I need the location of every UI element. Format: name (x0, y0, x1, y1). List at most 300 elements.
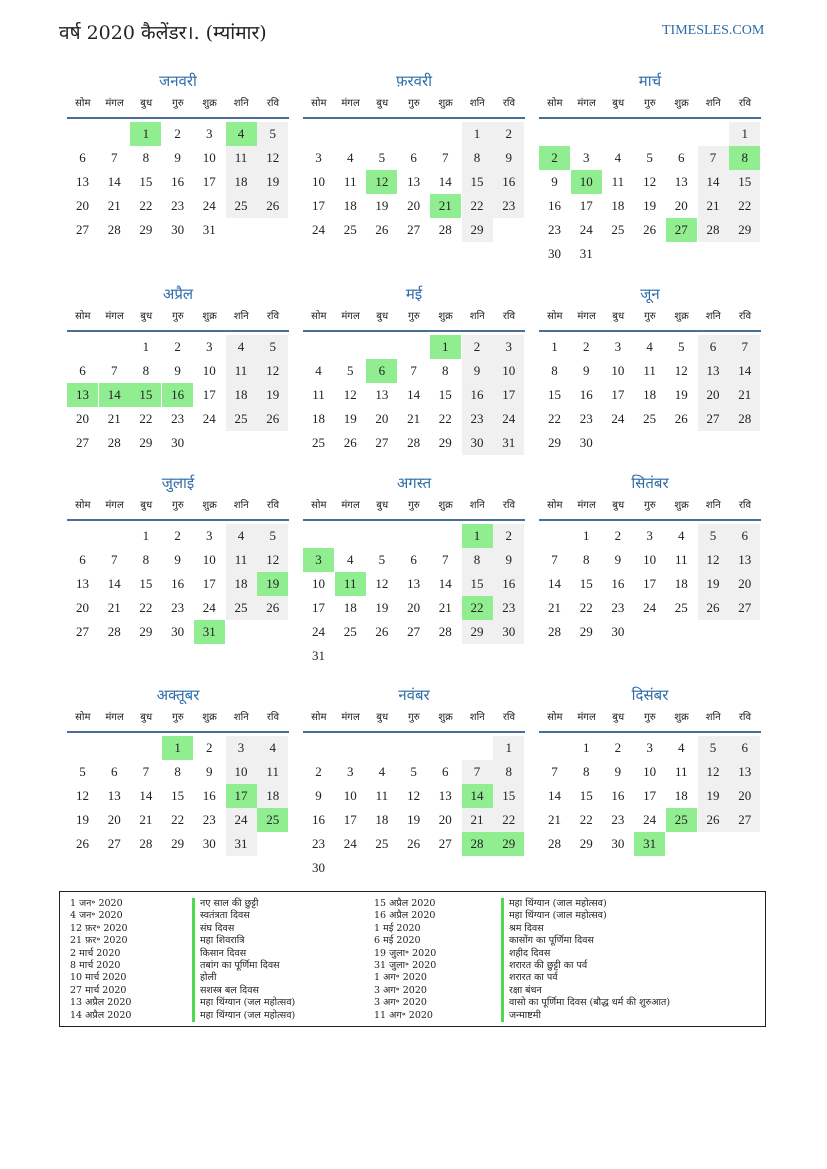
day-cell: 26 (643, 222, 657, 237)
day-cell: 23 (202, 812, 216, 827)
day-cell: 17 (343, 812, 357, 827)
day-cell: 21 (698, 194, 729, 218)
day-cell-holiday: 1 (462, 524, 493, 548)
day-grid (539, 736, 761, 881)
day-cell: 31 (312, 648, 325, 663)
day-cell: 27 (698, 407, 729, 431)
day-cell: 18 (257, 784, 288, 808)
day-cell: 18 (674, 788, 688, 803)
day-cell: 17 (202, 576, 216, 591)
day-cell-holiday: 14 (462, 784, 493, 808)
legend-date: 11 अग॰ 2020 (374, 1009, 433, 1021)
weekday-label: शनि (705, 712, 721, 723)
day-cell: 30 (611, 836, 625, 851)
day-cell: 18 (226, 170, 257, 194)
day-cell: 7 (410, 363, 417, 378)
day-cell: 13 (438, 788, 452, 803)
weekday-label: मंगल (341, 500, 360, 511)
weekday-label: शनि (469, 712, 485, 723)
day-cell: 2 (582, 339, 590, 354)
day-cell: 29 (171, 836, 185, 851)
day-cell: 12 (76, 788, 89, 803)
month-12 (539, 684, 761, 881)
day-cell: 17 (202, 174, 216, 189)
day-cell: 25 (226, 407, 257, 431)
weekday-label: शनि (705, 500, 721, 511)
day-cell-holiday: 25 (257, 808, 288, 832)
day-cell: 9 (551, 174, 558, 189)
holiday-legend (59, 891, 766, 1027)
day-cell: 23 (579, 411, 593, 426)
day-cell: 8 (551, 363, 558, 378)
legend-date: 6 मई 2020 (374, 935, 421, 947)
day-cell: 24 (312, 222, 325, 237)
day-cell: 22 (139, 600, 153, 615)
day-cell: 17 (493, 383, 524, 407)
day-cell: 12 (407, 788, 421, 803)
site-link[interactable]: TIMESLES.COM (662, 23, 765, 38)
day-cell: 3 (646, 740, 653, 755)
day-cell: 1 (142, 528, 150, 543)
day-cell: 20 (729, 784, 760, 808)
day-cell: 19 (698, 784, 729, 808)
day-cell: 10 (643, 552, 657, 567)
page-title: वर्ष 2020 कैलेंडर।. (म्यांमार) (59, 22, 267, 44)
day-cell: 9 (174, 150, 181, 165)
day-cell-holiday: 25 (666, 808, 697, 832)
day-cell: 16 (171, 576, 185, 591)
day-cell: 8 (142, 363, 150, 378)
month-name: अगस्त (396, 474, 432, 492)
weekday-label: रवि (502, 98, 516, 109)
legend-holiday-name: श्रम दिवस (501, 923, 670, 935)
weekday-label: गुरु (172, 98, 184, 109)
month-name: दिसंबर (631, 686, 669, 704)
weekday-header (67, 307, 289, 332)
day-cell: 3 (646, 528, 653, 543)
day-cell: 7 (729, 335, 760, 359)
day-cell: 28 (107, 222, 121, 237)
day-cell: 11 (312, 387, 325, 402)
weekday-label: गुरु (172, 712, 184, 723)
day-cell: 17 (643, 576, 657, 591)
day-cell: 1 (462, 122, 493, 146)
month-5 (303, 283, 525, 480)
weekday-label: बुध (140, 500, 153, 511)
day-cell: 22 (579, 812, 593, 827)
day-cell: 16 (202, 788, 216, 803)
day-cell: 8 (582, 764, 590, 779)
weekday-label: शुक्र (438, 712, 453, 723)
day-cell: 7 (551, 764, 558, 779)
day-cell: 14 (407, 387, 421, 402)
weekday-label: गुरु (644, 98, 656, 109)
day-cell: 8 (442, 363, 449, 378)
day-cell: 25 (226, 194, 257, 218)
day-cell: 12 (257, 359, 288, 383)
month-10 (67, 684, 289, 881)
day-cell: 29 (139, 624, 153, 639)
day-cell: 5 (79, 764, 86, 779)
weekday-label: बुध (376, 500, 389, 511)
day-cell: 19 (643, 198, 657, 213)
day-cell: 23 (171, 411, 185, 426)
day-cell: 9 (493, 548, 524, 572)
day-cell: 29 (139, 222, 153, 237)
day-cell-holiday: 4 (226, 122, 257, 146)
day-cell: 21 (107, 198, 121, 213)
day-cell: 10 (312, 174, 325, 189)
day-cell: 17 (579, 198, 593, 213)
weekday-label: बुध (140, 98, 153, 109)
day-cell: 18 (343, 600, 357, 615)
legend-names-right (501, 898, 670, 1022)
day-cell: 4 (346, 552, 354, 567)
day-cell: 2 (315, 764, 322, 779)
day-cell: 23 (611, 600, 625, 615)
day-cell: 21 (139, 812, 153, 827)
day-cell-holiday: 28 (462, 832, 493, 856)
day-cell: 29 (729, 218, 760, 242)
day-cell: 28 (139, 836, 153, 851)
legend-holiday-name: महा थिंग्यान (जल महोत्सव) (192, 997, 295, 1009)
day-cell: 11 (226, 146, 257, 170)
day-cell: 2 (493, 122, 524, 146)
day-cell: 4 (646, 339, 653, 354)
day-cell: 7 (110, 363, 118, 378)
day-cell-holiday: 31 (634, 832, 665, 856)
day-cell: 11 (643, 363, 656, 378)
legend-date: 13 अप्रैल 2020 (70, 997, 132, 1009)
day-cell: 5 (678, 339, 685, 354)
day-cell: 25 (674, 600, 688, 615)
weekday-label: मंगल (105, 98, 124, 109)
day-cell-holiday: 3 (303, 548, 334, 572)
day-cell: 10 (312, 576, 325, 591)
weekday-label: शनि (705, 98, 721, 109)
day-cell: 17 (643, 788, 657, 803)
day-cell: 30 (611, 624, 625, 639)
day-grid (67, 524, 289, 669)
day-cell: 2 (206, 740, 213, 755)
day-cell: 16 (462, 383, 493, 407)
day-cell: 27 (76, 624, 89, 639)
day-cell: 29 (462, 218, 493, 242)
day-cell: 4 (226, 335, 257, 359)
day-cell: 30 (202, 836, 216, 851)
day-cell: 1 (582, 740, 590, 755)
day-cell: 25 (226, 596, 257, 620)
day-cell: 10 (643, 764, 657, 779)
day-cell: 12 (643, 174, 657, 189)
day-cell-holiday: 13 (67, 383, 98, 407)
weekday-label: मंगल (105, 712, 124, 723)
weekday-label: शनि (469, 311, 485, 322)
day-cell: 8 (462, 548, 493, 572)
legend-holiday-name: किसान दिवस (192, 948, 295, 960)
day-cell: 26 (375, 222, 389, 237)
legend-holiday-name: महा थिंग्यान (जाल महोत्सव) (501, 898, 670, 910)
day-cell: 30 (312, 860, 325, 875)
day-cell: 24 (312, 624, 325, 639)
weekday-label: गुरु (644, 500, 656, 511)
weekday-label: मंगल (341, 712, 360, 723)
day-cell: 7 (551, 552, 558, 567)
weekday-label: शुक्र (438, 98, 453, 109)
day-cell: 24 (643, 600, 657, 615)
day-cell: 13 (76, 174, 89, 189)
legend-date: 14 अप्रैल 2020 (70, 1009, 132, 1021)
day-cell-holiday: 17 (226, 784, 257, 808)
day-cell: 1 (142, 339, 150, 354)
day-cell: 26 (343, 435, 357, 450)
month-name: नवंबर (398, 686, 430, 704)
legend-date: 3 अग॰ 2020 (374, 984, 427, 996)
day-cell: 30 (579, 435, 593, 450)
day-cell: 9 (493, 146, 524, 170)
weekday-label: शुक्र (202, 311, 217, 322)
weekday-label: शनि (469, 98, 485, 109)
month-8 (303, 472, 525, 669)
day-cell: 6 (79, 150, 86, 165)
day-cell: 15 (462, 572, 493, 596)
day-cell: 20 (407, 600, 421, 615)
day-cell: 27 (729, 808, 760, 832)
day-cell: 20 (674, 198, 688, 213)
legend-date: 10 मार्च 2020 (70, 972, 127, 984)
day-grid (67, 736, 289, 881)
day-cell: 5 (378, 150, 386, 165)
weekday-label: शुक्र (674, 98, 689, 109)
day-cell: 22 (438, 411, 452, 426)
weekday-header (303, 708, 525, 733)
day-cell-holiday: 29 (493, 832, 524, 856)
weekday-label: मंगल (577, 500, 596, 511)
day-cell: 30 (171, 435, 185, 450)
day-cell: 13 (698, 359, 729, 383)
day-cell: 24 (226, 808, 257, 832)
legend-date: 12 फ़र॰ 2020 (70, 922, 128, 934)
day-cell: 14 (548, 788, 561, 803)
day-cell: 6 (110, 764, 118, 779)
weekday-label: बुध (612, 311, 625, 322)
day-cell: 14 (107, 174, 121, 189)
day-cell-holiday: 1 (162, 736, 193, 760)
legend-date: 4 जन॰ 2020 (70, 910, 123, 922)
weekday-label: रवि (502, 712, 516, 723)
month-name: जनवरी (159, 72, 197, 90)
day-cell: 21 (107, 411, 121, 426)
day-cell-holiday: 14 (99, 383, 130, 407)
day-cell-holiday: 19 (257, 572, 288, 596)
day-cell: 3 (206, 339, 213, 354)
month-1 (67, 70, 289, 267)
day-cell: 11 (343, 174, 357, 189)
legend-date: 8 मार्च 2020 (70, 960, 121, 972)
day-cell: 16 (493, 572, 524, 596)
day-cell: 8 (174, 764, 181, 779)
day-cell: 3 (206, 126, 213, 141)
day-cell: 20 (107, 812, 121, 827)
day-cell: 17 (312, 600, 325, 615)
month-6 (539, 283, 761, 480)
legend-holiday-name: स्वतंत्रता दिवस (192, 910, 295, 922)
legend-holiday-name: तबांग का पूर्णिमा दिवस (192, 960, 295, 972)
day-cell: 3 (315, 150, 322, 165)
day-cell: 7 (462, 760, 493, 784)
day-grid (303, 122, 525, 267)
month-name: जुलाई (161, 474, 195, 492)
day-cell: 14 (698, 170, 729, 194)
day-cell: 24 (611, 411, 625, 426)
day-cell: 8 (582, 552, 590, 567)
day-cell-holiday: 21 (430, 194, 461, 218)
weekday-label: शुक्र (674, 311, 689, 322)
day-grid (303, 335, 525, 480)
day-cell: 29 (462, 620, 493, 644)
weekday-label: मंगल (105, 311, 124, 322)
day-cell-holiday: 11 (335, 572, 366, 596)
weekday-label: शनि (233, 500, 249, 511)
weekday-header (539, 496, 761, 521)
day-cell: 6 (410, 150, 417, 165)
day-cell: 3 (346, 764, 354, 779)
day-cell: 6 (410, 552, 417, 567)
day-cell: 4 (678, 528, 685, 543)
month-name: सितंबर (631, 474, 669, 492)
day-cell: 25 (343, 624, 357, 639)
day-cell: 26 (257, 194, 288, 218)
day-cell: 13 (674, 174, 688, 189)
day-cell-holiday: 10 (571, 170, 602, 194)
month-name: फ़रवरी (395, 72, 433, 90)
weekday-header (539, 307, 761, 332)
weekday-label: बुध (140, 311, 153, 322)
weekday-header (303, 307, 525, 332)
weekday-label: सोम (75, 98, 91, 109)
day-cell: 6 (79, 552, 86, 567)
day-cell: 22 (139, 198, 153, 213)
day-cell: 14 (548, 576, 561, 591)
weekday-label: सोम (75, 311, 91, 322)
day-cell: 21 (107, 600, 121, 615)
day-cell: 7 (110, 552, 118, 567)
weekday-label: रवि (738, 500, 752, 511)
day-cell: 12 (257, 146, 288, 170)
legend-holiday-name: शरारत की छुट्टी का पर्व (501, 960, 670, 972)
month-name: अक्तूबर (156, 686, 200, 704)
day-cell: 8 (142, 150, 150, 165)
month-7 (67, 472, 289, 669)
day-cell: 5 (257, 335, 288, 359)
weekday-label: सोम (311, 311, 327, 322)
day-cell: 13 (76, 576, 89, 591)
day-cell: 21 (729, 383, 760, 407)
day-cell: 1 (729, 122, 760, 146)
day-cell: 30 (171, 222, 185, 237)
weekday-label: मंगल (105, 500, 124, 511)
day-cell: 2 (174, 126, 181, 141)
day-cell: 25 (312, 435, 325, 450)
weekday-header (303, 496, 525, 521)
day-cell: 12 (698, 760, 729, 784)
month-4 (67, 283, 289, 480)
day-cell: 22 (548, 411, 561, 426)
day-cell: 6 (729, 524, 760, 548)
day-cell: 9 (174, 552, 181, 567)
weekday-label: बुध (376, 98, 389, 109)
day-cell: 13 (407, 174, 421, 189)
weekday-label: गुरु (644, 311, 656, 322)
day-cell: 7 (442, 150, 449, 165)
month-2 (303, 70, 525, 267)
day-cell: 23 (493, 596, 524, 620)
day-cell: 5 (378, 552, 386, 567)
day-cell: 26 (407, 836, 421, 851)
day-cell: 19 (257, 383, 288, 407)
day-cell: 16 (611, 576, 625, 591)
day-cell-holiday: 22 (462, 596, 493, 620)
weekday-header (539, 708, 761, 733)
day-cell: 23 (171, 198, 185, 213)
day-cell: 5 (698, 524, 729, 548)
day-cell: 21 (438, 600, 452, 615)
day-cell: 4 (226, 524, 257, 548)
day-cell: 26 (76, 836, 89, 851)
day-cell: 18 (343, 198, 357, 213)
weekday-label: सोम (547, 712, 563, 723)
weekday-label: सोम (75, 500, 91, 511)
weekday-label: गुरु (172, 311, 184, 322)
day-cell: 8 (493, 760, 524, 784)
day-cell: 17 (202, 387, 216, 402)
day-cell-holiday: 27 (666, 218, 697, 242)
weekday-label: सोम (311, 712, 327, 723)
legend-holiday-name: कासोंग का पूर्णिमा दिवस (501, 935, 670, 947)
day-cell: 29 (438, 435, 452, 450)
weekday-label: गुरु (644, 712, 656, 723)
day-cell: 9 (462, 359, 493, 383)
legend-holiday-name: संघ दिवस (192, 923, 295, 935)
day-cell: 25 (611, 222, 625, 237)
day-grid (67, 122, 289, 267)
legend-holiday-name: वासो का पूर्णिमा दिवस (बौद्ध धर्म की शुरुआत) (501, 997, 670, 1009)
day-cell: 15 (579, 576, 593, 591)
day-cell: 19 (375, 198, 389, 213)
day-cell: 2 (462, 335, 493, 359)
day-cell: 27 (407, 222, 421, 237)
day-cell: 18 (375, 812, 389, 827)
weekday-label: बुध (612, 712, 625, 723)
weekday-label: गुरु (408, 500, 420, 511)
weekday-label: बुध (612, 98, 625, 109)
weekday-label: रवि (502, 500, 516, 511)
weekday-label: रवि (266, 311, 280, 322)
weekday-label: मंगल (577, 311, 596, 322)
day-cell: 26 (698, 596, 729, 620)
day-cell: 19 (698, 572, 729, 596)
day-cell: 26 (257, 407, 288, 431)
day-cell: 11 (375, 788, 389, 803)
legend-date: 31 जुला॰ 2020 (374, 960, 437, 972)
day-cell: 24 (343, 836, 357, 851)
month-name: मार्च (638, 72, 662, 90)
day-cell: 13 (375, 387, 389, 402)
legend-holiday-name: सशस्त्र बल दिवस (192, 985, 295, 997)
legend-date: 1 अग॰ 2020 (374, 972, 427, 984)
day-cell: 2 (614, 740, 622, 755)
day-cell: 22 (493, 808, 524, 832)
